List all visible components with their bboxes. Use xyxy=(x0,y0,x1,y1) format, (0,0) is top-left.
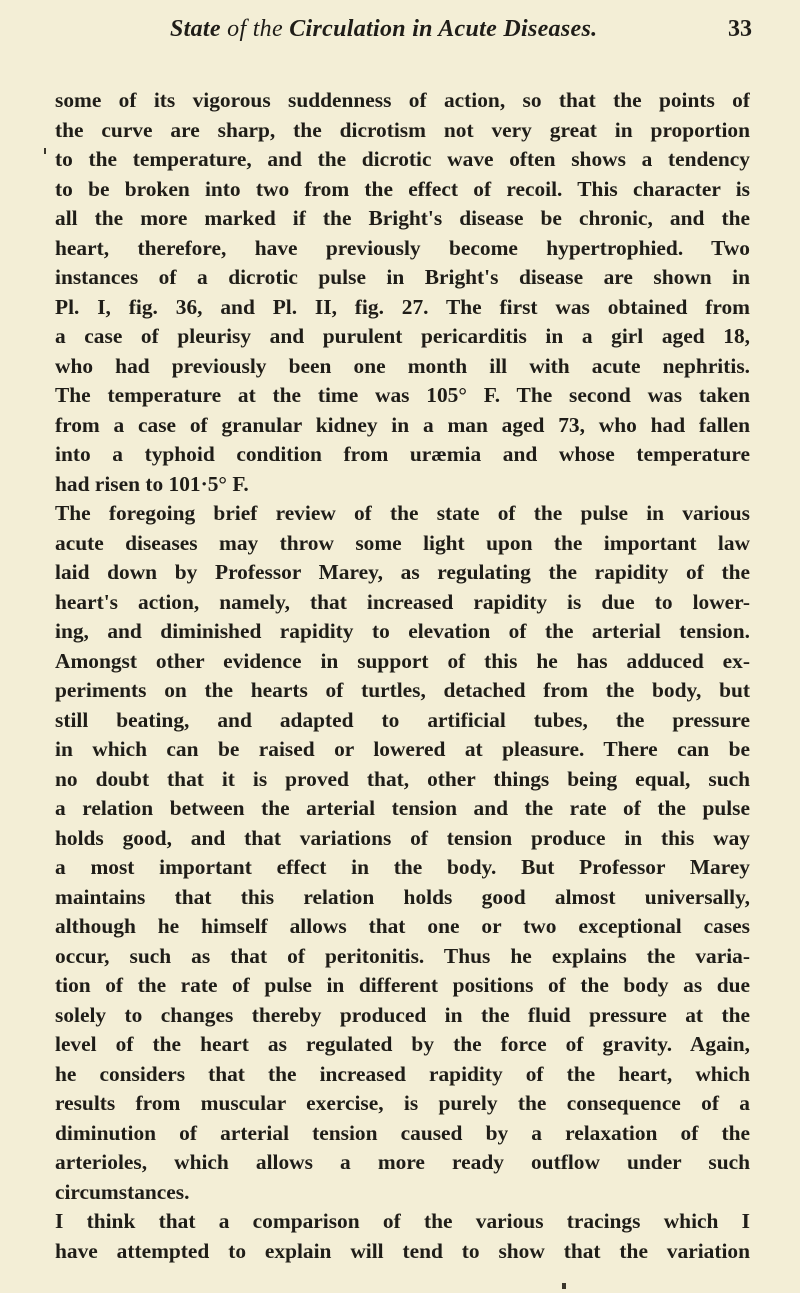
text-line: had risen to 101·5° F. xyxy=(55,471,249,496)
text-line: I think that a comparison of the various tracings which I xyxy=(55,1209,750,1233)
running-head-part-3: Circulation in Acute Diseases. xyxy=(289,16,598,42)
text-line: acute diseases may throw some light upon the important law xyxy=(55,530,750,555)
text-line: periments on the hearts of turtles, detached from the body, but xyxy=(55,678,750,702)
text-line: laid down by Professor Marey, as regulating the rapidity of the xyxy=(55,560,750,584)
text-line: level of the heart as regulated by the force of gravity. Again, xyxy=(55,1032,750,1056)
text-line: a relation between the arterial tension and the rate of the pulse xyxy=(55,796,750,820)
page-number: 33 xyxy=(728,16,752,42)
text-line: heart's action, namely, that increased rapidity is due to lower- xyxy=(55,589,750,614)
text-line: who had previously been one month ill with acute nephritis. xyxy=(55,353,750,378)
text-line: a case of pleurisy and purulent pericarditis in a girl aged 18, xyxy=(55,324,750,348)
text-line: instances of a dicrotic pulse in Bright's disease are shown in xyxy=(55,265,750,289)
page-header xyxy=(60,12,750,52)
running-head xyxy=(170,16,597,43)
text-line: Amongst other evidence in support of this he has adduced ex- xyxy=(55,648,750,673)
running-head-part-1: State xyxy=(170,16,221,42)
text-line: circumstances. xyxy=(55,1179,190,1204)
text-line: heart, therefore, have previously become hypertrophied. Two xyxy=(55,235,750,260)
text-line: occur, such as that of peritonitis. Thus he explains the varia- xyxy=(55,943,750,968)
text-line: all the more marked if the Bright's disease be chronic, and the xyxy=(55,206,750,230)
text-line: solely to changes thereby produced in the fluid pressure at the xyxy=(55,1002,750,1027)
text-line: he considers that the increased rapidity of the heart, which xyxy=(55,1061,750,1086)
text-line: in which can be raised or lowered at pleasure. There can be xyxy=(55,737,750,761)
text-line: tion of the rate of pulse in different positions of the body as due xyxy=(55,973,750,997)
text-line: from a case of granular kidney in a man aged 73, who had fallen xyxy=(55,412,750,437)
text-line: Pl. I, fig. 36, and Pl. II, fig. 27. The first was obtained from xyxy=(55,294,750,319)
text-line: to the temperature, and the dicrotic wave often shows a tendency xyxy=(55,147,750,171)
text-line: still beating, and adapted to artificial tubes, the pressure xyxy=(55,707,750,732)
text-line: holds good, and that variations of tension produce in this way xyxy=(55,825,750,850)
text-line: The foregoing brief review of the state of the pulse in various xyxy=(55,501,750,525)
running-head-part-2: of the xyxy=(220,16,290,42)
text-line: arterioles, which allows a more ready outflow under such xyxy=(55,1150,750,1174)
text-line: The temperature at the time was 105° F. The second was taken xyxy=(55,383,750,407)
margin-mark xyxy=(44,148,46,154)
text-line: diminution of arterial tension caused by a relaxation of the xyxy=(55,1120,750,1145)
text-line: some of its vigorous suddenness of action, so that the points of xyxy=(55,88,750,112)
text-line: maintains that this relation holds good almost universally, xyxy=(55,884,750,909)
text-line: into a typhoid condition from uræmia and whose temperature xyxy=(55,442,750,466)
text-line: the curve are sharp, the dicrotism not very great in proportion xyxy=(55,117,750,142)
text-line: a most important effect in the body. But Professor Marey xyxy=(55,855,750,879)
text-line: to be broken into two from the effect of recoil. This character is xyxy=(55,176,750,201)
text-line: no doubt that it is proved that, other things being equal, such xyxy=(55,766,750,791)
text-line: have attempted to explain will tend to show that the variation xyxy=(55,1238,750,1263)
text-line: ing, and diminished rapidity to elevation of the arterial tension. xyxy=(55,619,750,643)
body-text xyxy=(55,86,750,1266)
text-line: results from muscular exercise, is purely the consequence of a xyxy=(55,1091,750,1115)
text-line: although he himself allows that one or two exceptional cases xyxy=(55,914,750,938)
bottom-mark xyxy=(562,1283,566,1289)
